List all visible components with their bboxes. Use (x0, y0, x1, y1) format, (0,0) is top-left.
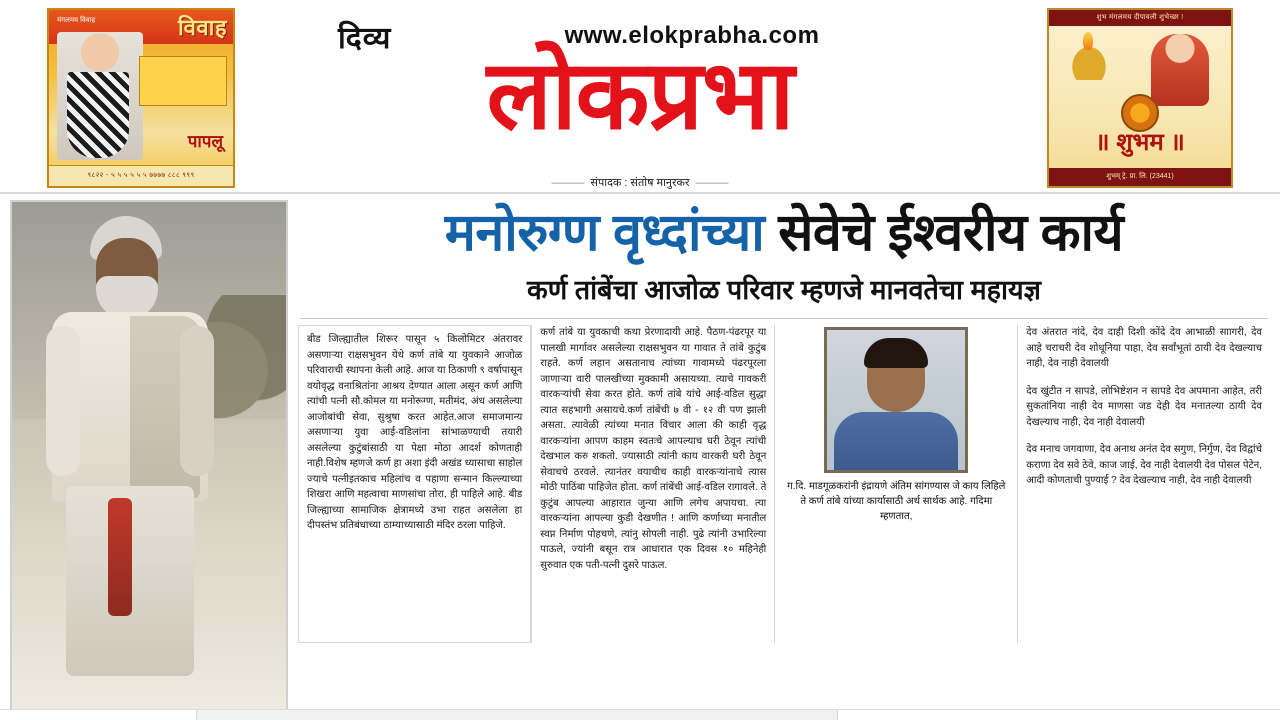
promo-left-brand: पापलू (187, 132, 223, 151)
promo-left-dress (67, 72, 129, 158)
article-column-3 (774, 325, 1017, 643)
bottom-strip-segment (196, 710, 838, 720)
article-subheadline: कर्ण तांबेंचा आजोळ परिवार म्हणजे मानवतेचा महायज्ञ (527, 275, 1041, 305)
portrait-caption: ग.दि. माडगूळकरांनी इंद्रायणे अंतिम सांगण्यास जे काय लिहिले ते कर्ण तांबे यांच्या कार्यासाठी अर्थ सार्थक आहे. गदिमा म्हणतात, (787, 481, 1006, 522)
deity-figure (1151, 34, 1209, 106)
website-url[interactable]: www.elokprabha.com (564, 22, 820, 49)
headline-divider (300, 318, 1268, 319)
article-headline (298, 202, 1270, 264)
masthead (0, 0, 1280, 194)
article-photo (10, 200, 288, 720)
portrait-body (834, 412, 958, 470)
nameplate-divya: दिव्य (338, 22, 392, 55)
article-text (298, 200, 1270, 720)
editor-name: संपादक : संतोष मानुरकर (590, 177, 690, 189)
column-2-paragraph: कर्ण तांबे या युवकाची कथा प्रेरणादायी आहे. पैठण-पंढरपूर या पालखी मार्गावर असलेल्या राक्षसभुवन या गावात ते तांबे कुटुंब राहते. कर्ण लहान असतानाच त्यांच्या गावामध्ये पंढरपूरला जाणाऱ्या वारी पालखीच्या मुक्कामी असायच्या. त्याचे गावकरी वारकऱ्यांची सेवा करत होते. कर्ण तांबे यांचे आई-वडिल सुद्धा त्यात सहभागी असायचे.कर्ण तांबेंची ७ वी - १२ वी पण झाली असता. त्यावेळी त्यांच्या मनात विचार आला की काही वृद्ध वारकऱ्यांना आपण काहम स्वतःचे आपल्याच घरी ठेवून त्यांची देखभाल करु शकतो. ज्यासाठी त्यांनी काय वारकरी घरी ठेवून सेवाचचे ठरवले. त्यानंतर वयाचीच काही वारकऱ्यांनाचे त्यास मोठी पाठिंबा पाहिजेत होता. कर्ण तांबेंची आई-वडिल रागावले. ते कुटुंब आपल्या आहारात जुन्या आणि लगेच अपायचा. त्या वारकऱ्यांना आपल्या कुडी देखणीत ! आणि कर्णाच्या मनातील स्वप्न निर्माण पोहचणे, त्यांनु सोपली नाही. पुढे त्यांनी उभारिल्या पाऊले, ज्यांनी बसून रात्र आधारात एक दिवस १० महिनेही सुरुवात एक पती-पत्नी दुसरे पाऊल. (540, 327, 767, 571)
verse-stanza-3: देव मनाच जगवाणा, देव अनाथ अनंत देव सगुण, निर्गुण, देव विद्वांचे कराणा देव सवे ठेवे, काज जाई, देव नाही देवालयी देव पोसल पेटेन, आदी कोणताची पुण्याई ? देव देखल्याच नाही, देव नाही देवालयी (1026, 444, 1262, 486)
promo-right-footer: शुभम् ट्रे. प्रा. लि. (23441) (1049, 168, 1231, 186)
promo-left-panel (139, 56, 227, 106)
promo-ad-right[interactable] (1047, 8, 1233, 188)
article-column-4 (1017, 325, 1270, 643)
verse-stanza-2: देव खुंटीत न सापडे, लोभिष्टेशन न सापडे देव अपमाना आहेत, तरी सुकतांनिया नाही देव माणसा जड देही देव मनातल्या ठायी देव देखल्याच नाही, देव नाही देवालयी (1026, 385, 1262, 428)
page-bottom-strip (0, 709, 1280, 720)
verse-stanza-1: देव अंतरात नांदे, देव दाही दिशी कोंदे देव आभाळी साागरी, देव आहे चराचरी देव शोधूनिया पाहा, देव सर्वांभूतां ठायी देव देखल्याच नाही, देव नाही देवालयी (1026, 327, 1262, 369)
promo-right-banner: शुभ मंगलमय दीपावली शुभेच्छा ! (1049, 10, 1231, 26)
article-content (0, 194, 1280, 720)
promo-ad-left[interactable] (47, 8, 235, 188)
photo-person (46, 216, 214, 676)
editor-dash-left: ——— (551, 177, 585, 189)
person-arm-left (46, 326, 80, 476)
editor-line (546, 175, 735, 190)
portrait-photo (824, 327, 968, 473)
promo-left-heading: विवाह (177, 15, 227, 40)
article-columns (298, 325, 1270, 643)
promo-left-subtext: मंगलमय विवाह (57, 17, 96, 24)
article-column-1 (298, 325, 531, 643)
flame-icon (1083, 32, 1093, 50)
article-column-2 (531, 325, 774, 643)
publication-title: लोकप्रभा (486, 42, 794, 149)
promo-left-footer: ९८२२ - ५ ५ ५ ५ ५ ५ ७७७७ ८८८ ९९९ (49, 165, 233, 186)
headline-part-1: मनोरुग्ण वृध्दांच्या (444, 204, 765, 262)
nameplate (250, 0, 1030, 192)
portrait-hair (864, 338, 928, 368)
person-arm-right (180, 326, 214, 476)
column-1-paragraph: बीड जिल्ह्यातील शिरूर पासून ५ किलोमिटर अंतरावर असणाऱ्या राक्षसभुवन येथे कर्ण तांबे या युवकाने आजोळ परिवाराची स्थापना केली आहे. आज या ठिकाणी ९ वर्षापासून वयोवृद्ध वनाश्रितांना आश्रय देण्यात आला असून कर्ण आणि त्यांची पत्नी सौ.कोमल या मनोरूग्ण, मतीमंद, अंध असलेल्या आजोबांची सेवा, सुश्रुषा करत आहेत.आज समाजमान्य असणाऱ्या युवा आई-वडिलांना सांभाळण्याची तयारी असलेल्या कुटुंबांसाठी या पेक्षा मोठा आदर्श कोणताही नाही.विशेष म्हणजे कर्ण हा अशा इंदी अखंड ध्यासाचा साहोल ज्याचे पत्नीइतकाच महिलांच व पहाणा सन्मान किल्ल्याच्या शिखरा आणि महत्वाचा माणसांचा तोरा, ही पाहिले आहे. बीड जिल्ह्याच्या सामाजिक क्षेत्रामध्ये उभा राहत असलेला हा दीपस्तंभ प्रतिबंधाच्या ठाम्याच्यासाठी मंदिर ठरला पाहिजे. (307, 334, 523, 531)
headline-part-2: सेवेचे ईश्वरीय कार्य (778, 204, 1124, 262)
promo-right-word: ॥ शुभम ॥ (1095, 129, 1185, 156)
editor-dash-right: ——— (695, 177, 729, 189)
person-red-cloth (108, 498, 132, 616)
